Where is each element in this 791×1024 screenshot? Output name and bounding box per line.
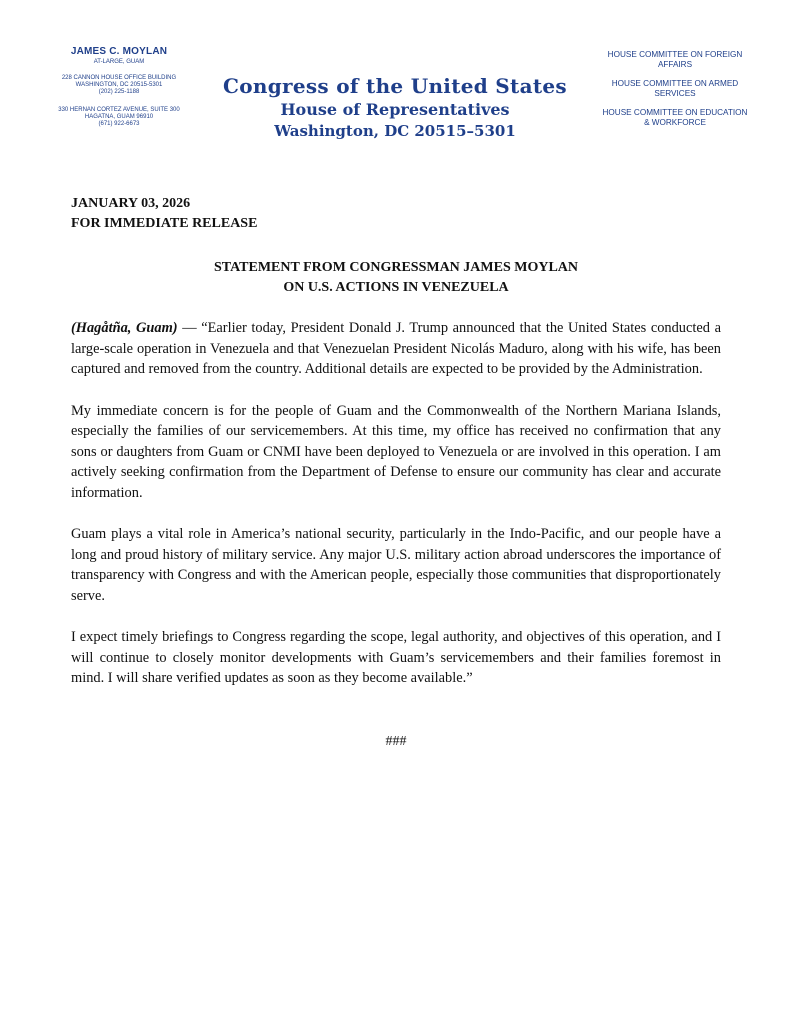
release-status: FOR IMMEDIATE RELEASE <box>71 216 258 231</box>
statement-body <box>71 318 721 710</box>
release-date: JANUARY 03, 2026 <box>71 196 191 211</box>
member-name: JAMES C. MOYLAN <box>70 46 168 57</box>
congress-title: Congress of the United States <box>223 74 567 98</box>
address-line: WASHINGTON, DC 20515-5301 <box>75 82 163 89</box>
congress-letterhead <box>215 74 575 140</box>
location-line: Washington, DC 20515–5301 <box>274 122 516 140</box>
paragraph-1-text: — “Earlier today, President Donald J. Trump announced that the United States conducted a large-scale operation in Venezuela and that Venezuelan President Nicolás Maduro, along with his wife, has been captured and removed from the country. Additional details are expected to be provided by the Administration. <box>71 320 721 377</box>
committee-item: HOUSE COMMITTEE ON EDUCATION & WORKFORCE <box>602 108 748 127</box>
committee-item: HOUSE COMMITTEE ON FOREIGN AFFAIRS <box>607 50 743 69</box>
dateline: (Hagåtña, Guam) <box>71 320 178 336</box>
house-title: House of Representatives <box>280 100 510 119</box>
paragraph-3: Guam plays a vital role in America’s national security, particularly in the Indo-Pacific, and our people have a long and proud history of military service. Any major U.S. military action abroad underscores the importance of transparency with Congress and with the American people, especially those communities that disproportionately serve. <box>71 526 721 604</box>
paragraph-2: My immediate concern is for the people of Guam and the Commonwealth of the Northern Mariana Islands, especially the families of our servicemembers. At this time, my office has received no confirmation that any sons or daughters from Guam or CNMI have been deployed to Venezuela or are involved in this operation. I am actively seeking confirmation from the Department of Defense to ensure our community has clear and accurate information. <box>71 402 721 501</box>
address-line: 330 HERNAN CORTEZ AVENUE, SUITE 300 <box>58 106 180 113</box>
address-line: 228 CANNON HOUSE OFFICE BUILDING <box>61 75 177 81</box>
committee-list <box>600 50 750 138</box>
address-line: HAGATNA, GUAM 96910 <box>84 113 154 120</box>
title-line-2: ON U.S. ACTIONS IN VENEZUELA <box>283 280 509 295</box>
title-line-1: STATEMENT FROM CONGRESSMAN JAMES MOYLAN <box>213 260 579 275</box>
member-district: AT-LARGE, GUAM <box>93 59 145 65</box>
phone-line: (202) 225-1188 <box>98 89 140 96</box>
paragraph-1 <box>71 318 721 380</box>
paragraph-4: I expect timely briefings to Congress regarding the scope, legal authority, and objectives of this operation, and I will continue to closely monitor developments with Guam’s servicemembers and their families foremost in mind. I will share verified updates as soon as they become available.” <box>71 629 721 686</box>
end-mark: ### <box>385 734 407 749</box>
committee-item: HOUSE COMMITTEE ON ARMED SERVICES <box>611 79 739 98</box>
statement-title <box>71 258 721 298</box>
phone-line: (671) 922-6673 <box>98 121 140 128</box>
guam-office-address <box>44 107 194 129</box>
member-letterhead <box>44 46 194 128</box>
release-info <box>71 194 257 234</box>
dc-office-address <box>44 75 194 97</box>
